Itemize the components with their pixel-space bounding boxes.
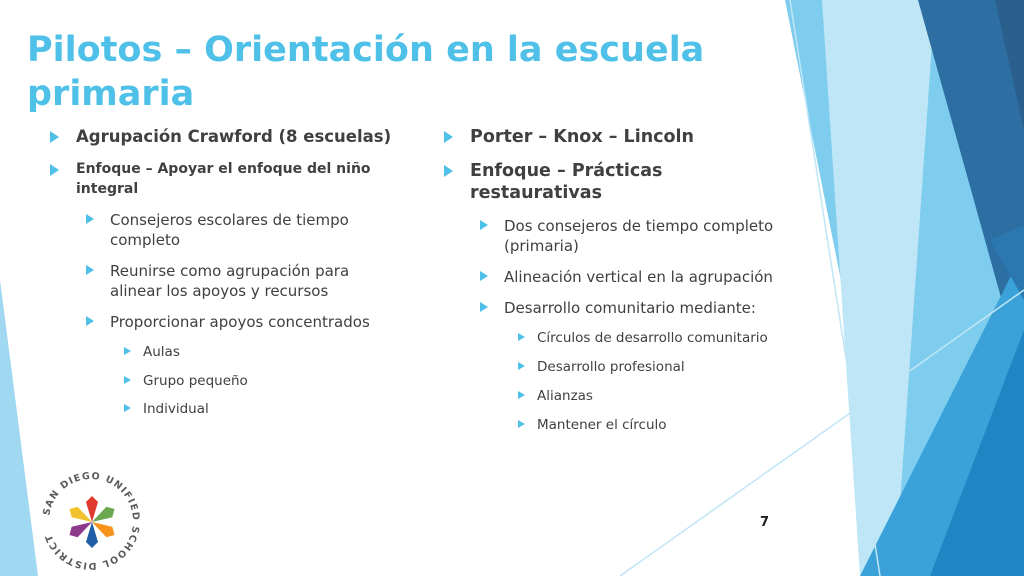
list-item-text: Enfoque – Prácticas restaurativas: [470, 161, 663, 203]
list-item: [444, 329, 789, 347]
triangle-bullet-icon: [444, 131, 453, 143]
list-item-text: Porter – Knox – Lincoln: [470, 127, 695, 147]
triangle-bullet-icon: [86, 265, 94, 275]
list-item: [444, 298, 789, 318]
triangle-bullet-icon: [480, 271, 488, 281]
district-logo: [36, 466, 146, 576]
triangle-bullet-icon: [518, 333, 525, 341]
list-item-text: Proporcionar apoyos concentrados: [110, 313, 370, 331]
list-item-text: Aulas: [143, 344, 180, 360]
left-bullet-list: [50, 126, 405, 418]
list-item: [444, 216, 789, 256]
svg-text:SAN DIEGO UNIFIED SCHOOL DISTR: SAN DIEGO UNIFIED SCHOOL DISTRICT: [41, 470, 142, 572]
triangle-bullet-icon: [518, 420, 525, 428]
list-item: [50, 312, 405, 332]
triangle-bullet-icon: [124, 404, 131, 412]
list-item: [444, 416, 789, 434]
triangle-bullet-icon: [480, 302, 488, 312]
list-item-text: Mantener el círculo: [537, 417, 667, 433]
page-number: 7: [760, 515, 770, 530]
list-item-text: Individual: [143, 401, 209, 417]
list-item: [50, 261, 405, 301]
list-item: [50, 126, 405, 148]
triangle-bullet-icon: [50, 131, 59, 143]
list-item: [50, 210, 405, 250]
triangle-bullet-icon: [518, 362, 525, 370]
list-item: [50, 343, 405, 361]
list-item-text: Círculos de desarrollo comunitario: [537, 330, 768, 346]
list-item-text: Dos consejeros de tiempo completo (primaria): [504, 217, 774, 255]
list-item: [444, 126, 789, 148]
triangle-bullet-icon: [86, 316, 94, 326]
list-item: [444, 267, 789, 287]
triangle-bullet-icon: [518, 391, 525, 399]
list-item-text: Consejeros escolares de tiempo completo: [110, 211, 349, 249]
list-item: [50, 372, 405, 390]
list-item-text: Reunirse como agrupación para alinear los apoyos y recursos: [110, 262, 350, 300]
list-item: [444, 160, 789, 204]
triangle-bullet-icon: [480, 220, 488, 230]
list-item: [444, 358, 789, 376]
list-item-text: Desarrollo profesional: [537, 359, 685, 375]
list-item: [444, 387, 789, 405]
triangle-bullet-icon: [124, 376, 131, 384]
list-item: [50, 400, 405, 418]
left-column: [50, 126, 405, 429]
list-item-text: Desarrollo comunitario mediante:: [504, 299, 756, 317]
right-column: [444, 126, 789, 445]
triangle-bullet-icon: [86, 214, 94, 224]
list-item-text: Alineación vertical en la agrupación: [504, 268, 773, 286]
list-item-text: Agrupación Crawford (8 escuelas): [76, 127, 392, 146]
triangle-bullet-icon: [124, 347, 131, 355]
slide-title: Pilotos – Orientación en la escuela primaria: [27, 30, 705, 114]
triangle-bullet-icon: [444, 165, 453, 177]
list-item-text: Enfoque – Apoyar el enfoque del niño integral: [76, 161, 371, 197]
list-item-text: Grupo pequeño: [143, 372, 248, 389]
list-item: [50, 159, 405, 199]
triangle-bullet-icon: [50, 164, 59, 176]
right-bullet-list: [444, 126, 789, 434]
list-item-text: Alianzas: [537, 388, 593, 404]
